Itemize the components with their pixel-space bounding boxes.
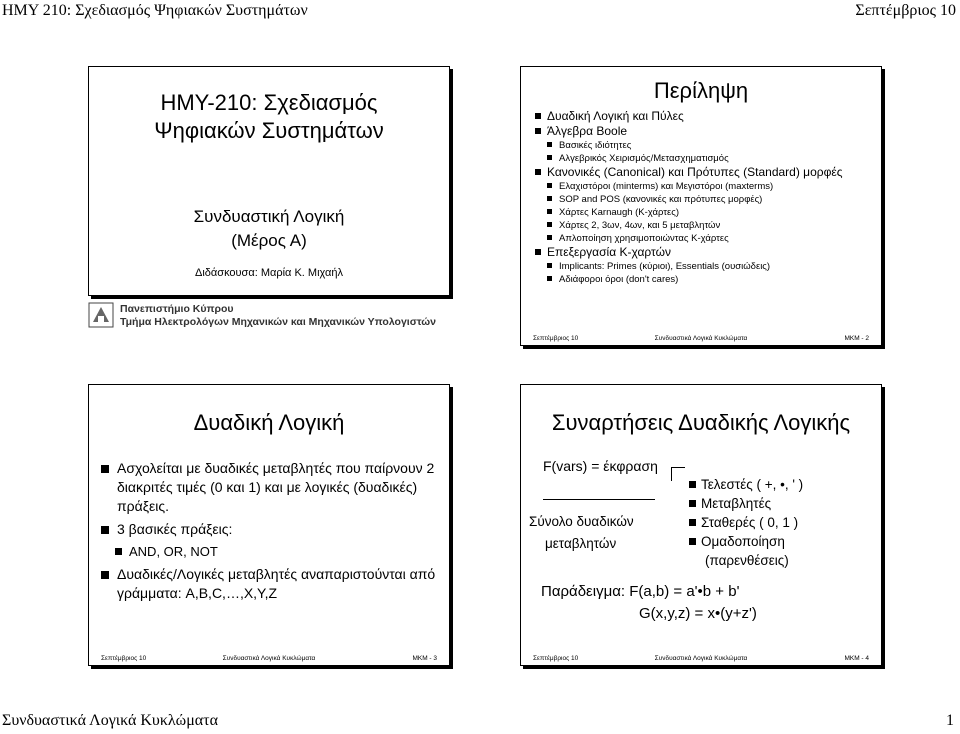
title-line-2: Ψηφιακών Συστημάτων [154,118,384,143]
slide-footer-topic: Συνδυαστικά Λογικά Κυκλώματα [222,655,316,662]
page-footer-topic: Συνδυαστικά Λογικά Κυκλώματα [2,712,218,729]
subtitle-line-1: Συνδυαστική Λογική [193,207,345,226]
slide-2-list [521,109,881,286]
sub-list-item: Ελαχιστόροι (minterms) και Μεγιστόροι (maxterms) [547,180,881,193]
header-date: Σεπτέμβριος 10 [855,2,956,19]
slide-3-list [89,459,449,603]
list-item: Κανονικές (Canonical) και Πρότυπες (Standard) μορφές [535,165,881,180]
sub-list-item: SOP and POS (κανονικές και πρότυπες μορφές) [547,193,881,206]
slide-footer-number: ΜΚΜ - 3 [412,655,437,662]
slide-footer-number: ΜΚΜ - 4 [844,655,869,662]
university-name: Πανεπιστήμιο Κύπρου [120,303,234,315]
slide-1-title [89,89,449,145]
slide-1-author: Διδάσκουσα: Μαρία Κ. Μιχαήλ [195,267,343,279]
sub-list-item: Αδιάφοροι όροι (don't cares) [547,273,881,286]
slide-footer-date: Σεπτέμβριος 10 [101,655,147,662]
slide-footer-number: ΜΚΜ - 2 [844,335,869,342]
component-item: Τελεστές ( +, •, ' ) [689,475,803,494]
slide-footer-topic: Συνδυαστικά Λογικά Κυκλώματα [654,655,748,662]
sub-list-item: Απλοποίηση χρησιμοποιώντας K-χάρτες [547,232,881,245]
sub-list-item: Implicants: Primes (κύριοι), Essentials (ουσιώδεις) [547,260,881,273]
slide-4 [520,384,882,666]
function-expression: F(vars) = έκφραση [543,458,658,474]
list-item: 3 βασικές πράξεις: [101,520,449,539]
sub-list-item: AND, OR, NOT [115,543,449,561]
slide-2 [520,66,882,346]
list-item: Δυαδικές/Λογικές μεταβλητές αναπαριστούνται από γράμματα: A,B,C,…,X,Y,Z [101,565,449,603]
slide-1-subtitle [89,205,449,253]
example-line-2: G(x,y,z) = x•(y+z') [639,605,757,622]
slide-footer-date: Σεπτέμβριος 10 [533,655,579,662]
slide-3-title: Δυαδική Λογική [193,410,345,435]
bracket-line [671,467,685,481]
component-item: (παρενθέσεις) [705,553,789,568]
variable-set-line-1: Σύνολο δυαδικών [529,514,634,529]
slide-2-title: Περίληψη [653,78,749,103]
department-name: Τμήμα Ηλεκτρολόγων Μηχανικών και Μηχανικών Υπολογιστών [120,316,436,328]
slide-footer-topic: Συνδυαστικά Λογικά Κυκλώματα [654,335,748,342]
slide-1 [88,66,450,296]
university-text [120,303,436,329]
slide-3 [88,384,450,666]
connector-line [543,499,655,500]
subtitle-line-2: (Μέρος Α) [231,231,307,250]
sub-list-item: Χάρτες Karnaugh (K-χάρτες) [547,206,881,219]
sub-list-item: Βασικές ιδιότητες [547,139,881,152]
title-line-1: ΗΜΥ-210: Σχεδιασμός [160,90,378,115]
sub-list-item: Αλγεβρικός Χειρισμός/Μετασχηματισμός [547,152,881,165]
university-logo-icon [88,302,114,328]
course-title: ΗΜΥ 210: Σχεδιασμός Ψηφιακών Συστημάτων [2,2,308,19]
list-item: Ασχολείται με δυαδικές μεταβλητές που παίρνουν 2 διακριτές τιμές (0 και 1) και με λογικές (δυαδικές) πράξεις. [101,459,449,516]
slide-4-title: Συναρτήσεις Δυαδικής Λογικής [551,410,851,435]
slide-footer-date: Σεπτέμβριος 10 [533,335,579,342]
variable-set-line-2: μεταβλητών [545,536,617,551]
list-item: Άλγεβρα Boole [535,124,881,139]
slide-4-bullets [689,475,803,570]
list-item: Δυαδική Λογική και Πύλες [535,109,881,124]
component-item: Ομαδοποίηση [689,532,803,551]
example-line-1: Παράδειγμα: F(a,b) = a'•b + b' [541,583,740,600]
sub-list-item: Χάρτες 2, 3ων, 4ων, και 5 μεταβλητών [547,219,881,232]
page-header [0,0,960,26]
page-number: 1 [946,712,954,729]
list-item: Επεξεργασία K-χαρτών [535,245,881,260]
component-item: Μεταβλητές [689,494,803,513]
component-item: Σταθερές ( 0, 1 ) [689,513,803,532]
